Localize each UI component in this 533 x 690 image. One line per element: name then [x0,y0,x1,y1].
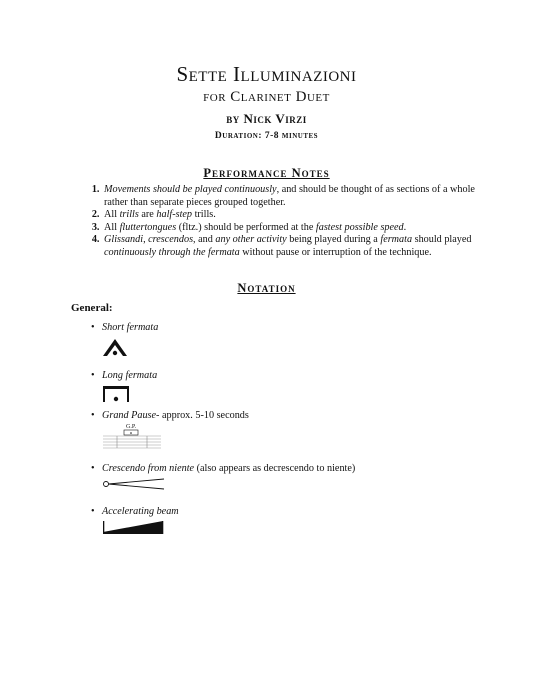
item-label: Long fermata [102,370,158,381]
accelerating-beam-icon [102,519,166,535]
note-item: 2. All trills are half-step trills. [102,209,492,222]
bullet: • [91,463,95,474]
bullet: • [91,410,95,421]
note-item: 4. Glissandi, crescendos, and any other activity being played during a fermata should played continuously through the fermata without pause or interruption of the technique. [102,234,492,259]
duration-line: Duration: 7-8 minutes [214,131,319,141]
crescendo-niente-icon [102,477,166,491]
item-label: Short fermata [102,322,159,333]
item-label: Crescendo from niente [102,463,195,474]
general-label: General: [71,302,113,314]
performance-notes-heading: Performance Notes [203,166,330,180]
notation-heading: Notation [237,281,296,295]
author-line: by Nick Virzi [226,111,307,126]
note-item: 1. Movements should be played continuously, and should be thought of as sections of a whole rather than separate pieces grouped together. [102,184,492,209]
grand-pause-icon [102,422,162,450]
page-title: Sette Illuminazioni [176,62,357,86]
grand-pause-text: G.P. [126,424,137,430]
bullet: • [91,506,95,517]
short-fermata-icon [102,336,128,358]
long-fermata-icon [102,384,130,404]
item-label: Grand Pause [102,410,157,421]
performance-notes-list [88,184,492,260]
item-label: Accelerating beam [102,506,179,517]
bullet: • [91,322,95,333]
score-page: Sette Illuminazioni for Clarinet Duet by Nick Virzi Duration: 7-8 minutes Performance Notes 1. Movements should be played continuously, and should be thought of as sections of a whole rather than separate pieces grouped together. 2. All trills are half-step trills. 3. All fluttertongues (fltz.) should be performed at the fastest possible speed. 4. Glissandi, crescendos, and any other activity being played during a fermata should played continuously through the fermata without pause or interruption of the technique. Notation General: • Short fermata • Long fermata • Grand Pause- approx. 5-10 seconds G.P. • Crescendo from niente (also appears as decrescendo to niente) • Accelerating beam [0,0,533,690]
bullet: • [91,370,95,381]
note-item: 3. All fluttertongues (fltz.) should be performed at the fastest possible speed. [102,222,492,235]
page-subtitle: for Clarinet Duet [203,89,330,105]
